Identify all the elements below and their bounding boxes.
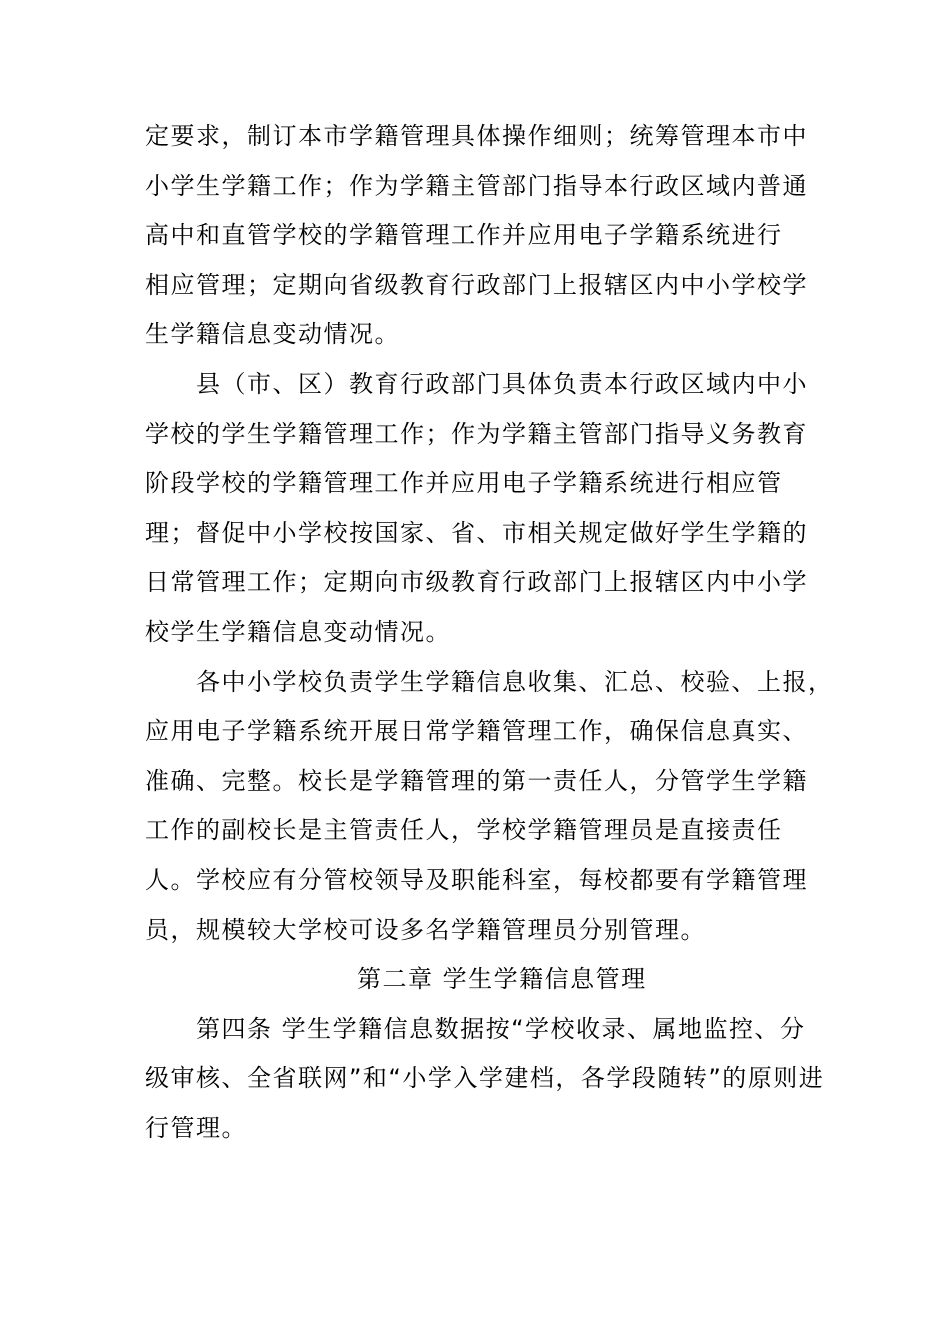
paragraph-2	[145, 360, 835, 658]
text-line: 理；督促中小学校按国家、省、市相关规定做好学生学籍的	[145, 518, 808, 547]
text-line: 学校的学生学籍管理工作；作为学籍主管部门指导义务教育	[145, 419, 808, 448]
text-line: 相应管理；定期向省级教育行政部门上报辖区内中小学校学	[145, 270, 808, 299]
chapter-heading: 第二章 学生学籍信息管理	[357, 965, 647, 994]
paragraph-3	[145, 658, 835, 956]
text-line: 准确、完整。校长是学籍管理的第一责任人，分管学生学籍	[145, 766, 808, 795]
text-line: 级审核、全省联网”和“小学入学建档，各学段随转”的原则进	[145, 1064, 825, 1093]
text-line: 校学生学籍信息变动情况。	[145, 617, 451, 646]
text-line: 生学籍信息变动情况。	[145, 320, 400, 349]
text-line: 第四条 学生学籍信息数据按“学校收录、属地监控、分	[196, 1014, 806, 1043]
text-line: 阶段学校的学籍管理工作并应用电子学籍系统进行相应管	[145, 469, 783, 498]
text-line: 日常管理工作；定期向市级教育行政部门上报辖区内中小学	[145, 568, 808, 597]
text-line: 人。学校应有分管校领导及职能科室，每校都要有学籍管理	[145, 865, 808, 894]
article-4	[145, 1005, 835, 1154]
text-line: 行管理。	[145, 1113, 247, 1142]
text-line: 员，规模较大学校可设多名学籍管理员分别管理。	[145, 915, 706, 944]
text-line: 定要求，制订本市学籍管理具体操作细则；统筹管理本市中	[145, 122, 808, 150]
text-line: 县（市、区）教育行政部门具体负责本行政区域内中小	[196, 369, 808, 398]
paragraph-1	[145, 112, 835, 360]
document-body	[145, 112, 835, 1153]
text-line: 应用电子学籍系统开展日常学籍管理工作，确保信息真实、	[145, 717, 808, 746]
text-line: 工作的副校长是主管责任人，学校学籍管理员是直接责任	[145, 816, 783, 845]
text-line: 高中和直管学校的学籍管理工作并应用电子学籍系统进行	[145, 221, 783, 250]
text-line: 各中小学校负责学生学籍信息收集、汇总、校验、上报，	[196, 667, 834, 696]
text-line: 小学生学籍工作；作为学籍主管部门指导本行政区域内普通	[145, 171, 808, 200]
